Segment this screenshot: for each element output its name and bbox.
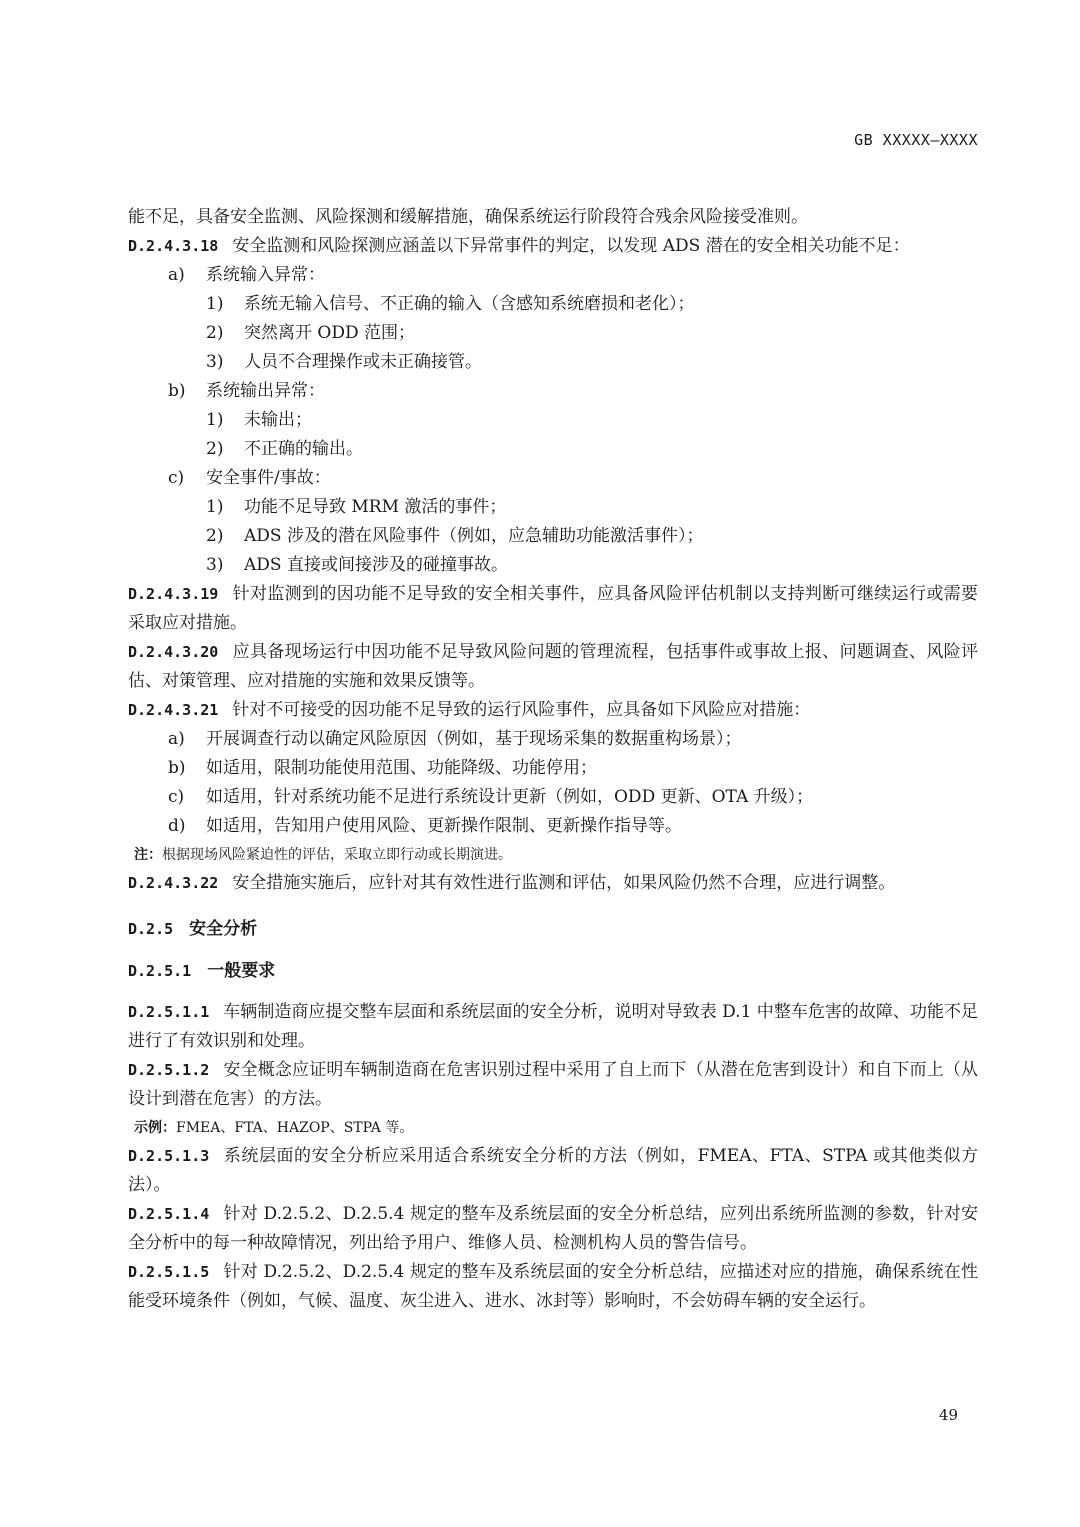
clause-number: D.2.5.1.5 — [128, 1263, 210, 1281]
list-item — [128, 377, 978, 406]
clause-d243-18 — [128, 232, 978, 261]
list-marker: 2) — [206, 323, 224, 343]
list-text: 未输出； — [244, 410, 312, 430]
clause-d251-4 — [128, 1200, 978, 1258]
clause-text: 应具备现场运行中因功能不足导致风险问题的管理流程，包括事件或事故上报、问题调查、风险评估、对策管理、应对措施的实施和效果反馈等。 — [128, 642, 978, 691]
list-text: 系统输出异常： — [206, 381, 325, 401]
list-item — [128, 464, 978, 493]
list-item — [128, 725, 978, 754]
section-title: 安全分析 — [189, 919, 258, 939]
list-item — [128, 493, 978, 522]
clause-d251-5 — [128, 1258, 978, 1316]
list-item — [128, 261, 978, 290]
section-title: 一般要求 — [207, 961, 276, 981]
list-text: 不正确的输出。 — [244, 439, 363, 459]
list-marker: c) — [168, 468, 185, 488]
clause-number: D.2.5.1.1 — [128, 1003, 210, 1021]
list-marker: b) — [168, 758, 186, 778]
list-text: ADS 涉及的潜在风险事件（例如，应急辅助功能激活事件）； — [244, 526, 704, 546]
clause-text: 针对不可接受的因功能不足导致的运行风险事件，应具备如下风险应对措施： — [232, 700, 811, 720]
list-item — [128, 783, 978, 812]
clause-text: 安全监测和风险探测应涵盖以下异常事件的判定，以发现 ADS 潜在的安全相关功能不足： — [232, 236, 910, 256]
list-text: 如适用，针对系统功能不足进行系统设计更新（例如，ODD 更新、OTA 升级）； — [206, 787, 814, 807]
clause-number: D.2.5.1.4 — [128, 1205, 210, 1223]
list-marker: 1) — [206, 294, 224, 314]
list-marker: 3) — [206, 555, 224, 575]
note-text: 根据现场风险紧迫性的评估，采取立即行动或长期演进。 — [162, 847, 512, 863]
list-text: 如适用，限制功能使用范围、功能降级、功能停用； — [206, 758, 597, 778]
list-text: 开展调查行动以确定风险原因（例如，基于现场采集的数据重构场景）； — [206, 729, 742, 749]
paragraph-continuation: 能不足，具备安全监测、风险探测和缓解措施，确保系统运行阶段符合残余风险接受准则。 — [128, 207, 808, 227]
document-standard-code: GB XXXXX—XXXX — [854, 131, 978, 149]
list-text: 系统输入异常： — [206, 265, 325, 285]
clause-d243-20 — [128, 638, 978, 696]
list-marker: a) — [168, 729, 185, 749]
list-marker: a) — [168, 265, 185, 285]
list-text: ADS 直接或间接涉及的碰撞事故。 — [244, 555, 508, 575]
list-marker: 1) — [206, 410, 224, 430]
list-marker: c) — [168, 787, 185, 807]
clause-number: D.2.5.1.3 — [128, 1147, 210, 1165]
section-heading-d25 — [128, 914, 978, 944]
clause-d243-21 — [128, 696, 978, 725]
section-number: D.2.5 — [128, 920, 174, 938]
example-label: 示例： — [134, 1120, 176, 1136]
list-item — [128, 435, 978, 464]
list-text: 系统无输入信号、不正确的输入（含感知系统磨损和老化）； — [244, 294, 695, 314]
clause-number: D.2.4.3.21 — [128, 701, 219, 719]
clause-d243-19 — [128, 580, 978, 638]
clause-text: 针对监测到的因功能不足导致的安全相关事件，应具备风险评估机制以支持判断可继续运行或需要采取应对措施。 — [128, 584, 978, 633]
section-number: D.2.5.1 — [128, 962, 192, 980]
list-text: 安全事件/事故： — [206, 468, 331, 488]
list-item — [128, 754, 978, 783]
section-heading-d251 — [128, 956, 978, 986]
clause-text: 针对 D.2.5.2、D.2.5.4 规定的整车及系统层面的安全分析总结，应列出系统所监测的参数，针对安全分析中的每一种故障情况，列出给予用户、维修人员、检测机构人员的警告信号。 — [128, 1204, 978, 1253]
clause-d251-2 — [128, 1056, 978, 1114]
list-item — [128, 522, 978, 551]
clause-text: 安全概念应证明车辆制造商在危害识别过程中采用了自上而下（从潜在危害到设计）和自下而上（从设计到潜在危害）的方法。 — [128, 1060, 978, 1109]
list-marker: 1) — [206, 497, 224, 517]
list-item — [128, 319, 978, 348]
list-item — [128, 348, 978, 377]
clause-number: D.2.4.3.19 — [128, 585, 219, 603]
list-marker: 3) — [206, 352, 224, 372]
list-item — [128, 551, 978, 580]
clause-number: D.2.4.3.18 — [128, 237, 219, 255]
clause-text: 针对 D.2.5.2、D.2.5.4 规定的整车及系统层面的安全分析总结，应描述对应的措施，确保系统在性能受环境条件（例如，气候、温度、灰尘进入、进水、冰封等）影响时，不会妨碍车辆的安全运行。 — [128, 1262, 978, 1311]
note — [128, 841, 978, 869]
clause-number: D.2.5.1.2 — [128, 1061, 210, 1079]
list-item — [128, 406, 978, 435]
example-text: FMEA、FTA、HAZOP、STPA 等。 — [176, 1120, 414, 1136]
clause-text: 系统层面的安全分析应采用适合系统安全分析的方法（例如，FMEA、FTA、STPA 或其他类似方法）。 — [128, 1146, 978, 1195]
list-marker: 2) — [206, 439, 224, 459]
list-marker: b) — [168, 381, 186, 401]
list-marker: 2) — [206, 526, 224, 546]
clause-text: 车辆制造商应提交整车层面和系统层面的安全分析，说明对导致表 D.1 中整车危害的故障、功能不足进行了有效识别和处理。 — [128, 1002, 978, 1051]
clause-number: D.2.4.3.20 — [128, 643, 219, 661]
list-item — [128, 812, 978, 841]
clause-d251-1 — [128, 998, 978, 1056]
list-text: 功能不足导致 MRM 激活的事件； — [244, 497, 507, 517]
clause-d251-3 — [128, 1142, 978, 1200]
list-text: 人员不合理操作或未正确接管。 — [244, 352, 482, 372]
page-body — [128, 203, 978, 1316]
page-number: 49 — [938, 1406, 958, 1424]
example — [128, 1114, 978, 1142]
list-text: 如适用，告知用户使用风险、更新操作限制、更新操作指导等。 — [206, 816, 682, 836]
list-marker: d) — [168, 816, 186, 836]
list-item — [128, 290, 978, 319]
list-text: 突然离开 ODD 范围； — [244, 323, 416, 343]
note-label: 注： — [134, 847, 162, 863]
clause-d243-22 — [128, 869, 978, 898]
clause-number: D.2.4.3.22 — [128, 874, 219, 892]
clause-text: 安全措施实施后，应针对其有效性进行监测和评估，如果风险仍然不合理，应进行调整。 — [232, 873, 896, 893]
